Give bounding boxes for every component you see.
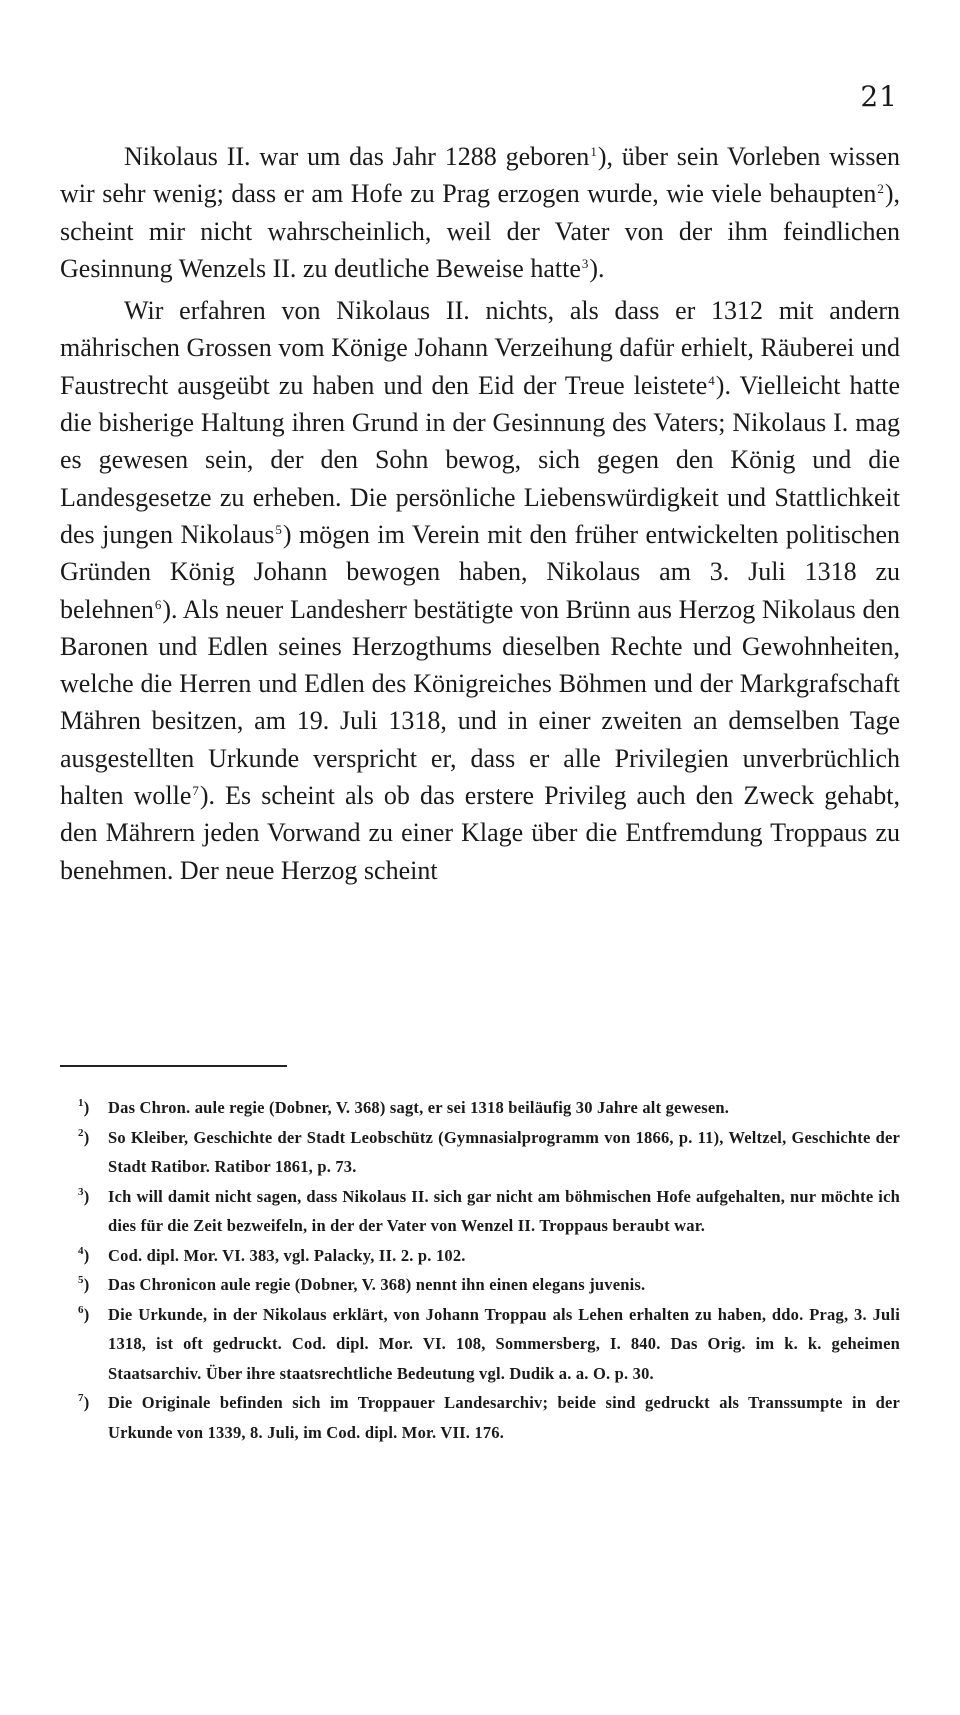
footnote-marker-number: 6 [78, 1303, 84, 1316]
footnote-marker-number: 2 [78, 1126, 84, 1139]
footnote-reference: 5 [275, 521, 282, 537]
footnote-text: Das Chronicon aule regie (Dobner, V. 368) nennt ihn einen elegans juvenis. [108, 1275, 646, 1294]
footnote-marker-number: 1 [78, 1097, 84, 1109]
text-run: ). Als neuer Landesherr bestätigte von Brünn aus Herzog Nikolaus den Baronen und Edlen seines Herzogthums dieselben Rechte und Gewohnheiten, welche die Herren und Edlen des Königreiches Böhmen und der Markgrafschaft Mähren besitzen, am 19. Juli 1318, und in einer zweiten an demselben Tage ausgestellten Urkunde verspricht er, dass er alle Privilegien unverbrüchlich halten wolle [60, 594, 900, 811]
footnote-text: Cod. dipl. Mor. VI. 383, vgl. Palacky, II. 2. p. 102. [108, 1245, 466, 1265]
footnote [78, 1270, 900, 1300]
footnote-text: So Kleiber, Geschichte der Stadt Leobschütz (Gymnasialprogramm von 1866, p. 11), Weltzel, Geschichte der Stadt Ratibor. Ratibor 1861, p. 73. [108, 1127, 900, 1176]
footnote-marker-number: 4 [78, 1244, 84, 1257]
text-run: ). [589, 253, 605, 283]
footnote-marker-number: 3 [78, 1185, 84, 1198]
footnote-marker: $^3$) [78, 1185, 90, 1206]
footnote-marker: $^6$) [78, 1303, 90, 1324]
footnote-marker-number: 5 [78, 1274, 84, 1286]
footnote-marker: $^7$) [78, 1392, 90, 1412]
footnote [78, 1388, 900, 1447]
footnote-reference: 4 [708, 372, 715, 388]
text-run: ), scheint mir nicht wahrscheinlich, weil der Vater von der ihm feindlichen Gesinnung Wenzels II. zu deutliche Beweise hatte [60, 179, 900, 283]
footnote-reference: 6 [154, 596, 162, 612]
body-paragraph [60, 292, 900, 889]
footnote [78, 1241, 900, 1271]
text-run: ). Vielleicht hatte die bisherige Haltung ihren Grund in der Gesinnung des Vaters; Nikolaus I. mag es gewesen sein, der den Sohn bewog, sich gegen den König und die Landesgesetze zu erheben. Die persönliche Liebenswürdigkeit und Stattlichkeit des jungen Nikolaus [60, 370, 900, 549]
main-text [60, 138, 900, 889]
footnote-text: Die Urkunde, in der Nikolaus erklärt, von Johann Troppau als Lehen erhalten zu haben, ddo. Prag, 3. Juli 1318, ist oft gedruckt. Cod. dipl. Mor. VI. 108, Sommersberg, I. 840. Das Orig. im k. k. geheimen Staatsarchiv. Über ihre staatsrechtliche Bedeutung vgl. Dudik a. a. O. p. 30. [108, 1304, 900, 1383]
footnote-marker: $^5$) [78, 1274, 90, 1294]
footnote [78, 1182, 900, 1241]
footnote-separator [60, 1065, 287, 1067]
footnote-text: Das Chron. aule regie (Dobner, V. 368) sagt, er sei 1318 beiläufig 30 Jahre alt gewesen. [108, 1098, 730, 1117]
footnote [78, 1093, 900, 1123]
body-paragraph [60, 138, 900, 287]
footnote [78, 1300, 900, 1389]
footnote-marker: $^1$) [78, 1097, 90, 1117]
footnotes [78, 1093, 900, 1447]
footnote-marker: $^4$) [78, 1244, 90, 1265]
text-run: ), über sein Vorleben wissen wir sehr wenig; dass er am Hofe zu Prag erzogen wurde, wie viele behaupten [60, 142, 900, 209]
text-run: Nikolaus II. war um das Jahr 1288 geboren [124, 142, 590, 171]
text-run: ) mögen im Verein mit den früher entwickelten politischen Gründen König Johann bewogen haben, Nikolaus am 3. Juli 1318 zu belehnen [60, 519, 901, 624]
page-number: 21 [860, 80, 898, 113]
footnote [78, 1123, 900, 1182]
footnote-marker: $^2$) [78, 1126, 90, 1147]
footnote-text: Ich will damit nicht sagen, dass Nikolaus II. sich gar nicht am böhmischen Hofe aufgehalten, nur möchte ich dies für die Zeit bezweifeln, in der der Vater von Wenzel II. Troppaus beraubt war. [108, 1186, 900, 1235]
footnote-reference: 7 [192, 783, 199, 799]
footnote-reference: 2 [877, 181, 884, 197]
footnote-reference: 1 [590, 144, 597, 159]
footnote-reference: 3 [581, 255, 589, 271]
footnote-marker-number: 7 [78, 1392, 84, 1404]
text-run: ). Es scheint als ob das erstere Privileg auch den Zweck gehabt, den Mährern jeden Vorwand zu einer Klage über die Entfremdung Troppaus zu benehmen. Der neue Herzog scheint [60, 781, 900, 885]
text-run: Wir erfahren von Nikolaus II. nichts, als dass er 1312 mit andern mährischen Grossen vom Könige Johann Verzeihung dafür erhielt, Räuberei und Faustrecht ausgeübt zu haben und den Eid der Treue leistete [60, 296, 900, 400]
footnote-text: Die Originale befinden sich im Troppauer Landesarchiv; beide sind gedruckt als Transsumpte in der Urkunde von 1339, 8. Juli, im Cod. dipl. Mor. VII. 176. [108, 1393, 900, 1442]
